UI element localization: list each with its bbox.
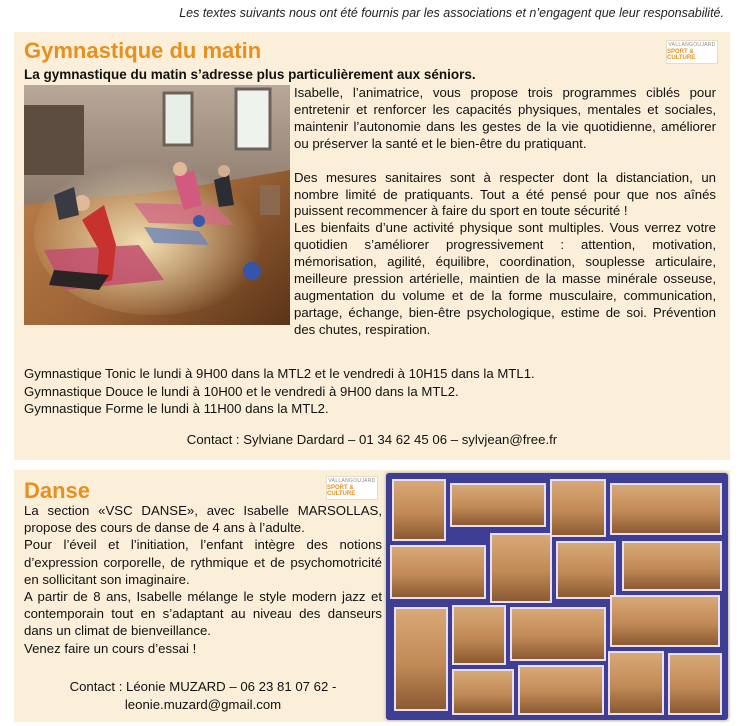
dance-photo xyxy=(518,665,604,715)
danse-paragraph-3: A partir de 8 ans, Isabelle mélange le style modern jazz et contemporain tout en s’adaptant au niveau des danseurs dans un climat de bienveillance. xyxy=(24,589,382,639)
club-logo xyxy=(326,476,378,500)
danse-contact-phone: Contact : Léonie MUZARD – 06 23 81 07 62 - xyxy=(69,679,337,694)
dance-photo xyxy=(622,541,722,591)
danse-contact xyxy=(24,678,382,714)
logo-line2: SPORT & CULTURE xyxy=(327,485,356,497)
danse-paragraph-4: Venez faire un cours d’essai ! xyxy=(24,640,197,656)
schedule-line: Gymnastique Tonic le lundi à 9H00 dans la MTL2 et le vendredi à 10H15 dans la MTL1. xyxy=(24,366,535,381)
gym-body xyxy=(24,85,716,339)
danse-title: Danse xyxy=(24,478,91,503)
dance-photo xyxy=(510,607,606,661)
disclaimer: Les textes suivants nous ont été fournis par les associations et n’engagent que leur responsabilité. xyxy=(179,6,724,20)
gym-title: Gymnastique du matin xyxy=(24,38,262,63)
gym-paragraph-2: Des mesures sanitaires sont à respecter dont la distanciation, un nombre limité de pratiquants. Tout a été pensé pour que nos aînés puissent recommencer à faire du sport en toute sécurité ! xyxy=(294,169,716,219)
logo-line1: VALLANGOUJARD xyxy=(668,42,716,48)
dance-photo xyxy=(490,533,552,603)
gym-schedule xyxy=(24,365,535,418)
schedule-line: Gymnastique Douce le lundi à 10H00 et le vendredi à 9H00 dans la MTL2. xyxy=(24,383,459,399)
logo-line2: SPORT & CULTURE xyxy=(667,49,696,61)
dance-photo xyxy=(450,483,546,527)
dance-photo xyxy=(610,483,722,535)
dance-photo xyxy=(608,651,664,715)
photo-spacer xyxy=(24,85,294,327)
dance-photo-collage xyxy=(386,473,728,720)
gym-paragraph-3: Les bienfaits d’une activité physique sont multiples. Vous verrez votre quotidien s’améliorer progressivement : attention, motivation, mémorisation, agilité, équilibre, coordination, souplesse articulaire, meilleure pression artérielle, maintien de la masse minérale osseuse, augmentation du volume et de la forme musculaire, communication, partage, échange, bien-être psychologique, estime de soi. Prévention des chutes, respiration. xyxy=(294,220,716,337)
dance-photo xyxy=(550,479,606,537)
gym-paragraph-1: Isabelle, l’animatrice, vous propose trois programmes ciblés pour entretenir et renforcer les capacités physiques, mentales et sociales, maintenir l’autonomie dans les gestes de la vie quotidienne, améliorer ou préserver la santé et le bien-être du pratiquant. xyxy=(294,85,716,151)
schedule-line: Gymnastique Forme le lundi à 11H00 dans la MTL2. xyxy=(24,401,329,416)
dance-photo xyxy=(610,595,720,647)
dance-photo xyxy=(452,669,514,715)
logo-line1: VALLANGOUJARD xyxy=(328,478,376,484)
dance-photo xyxy=(394,607,448,711)
dance-photo xyxy=(392,479,446,541)
dance-photo xyxy=(390,545,486,599)
danse-contact-email: leonie.muzard@gmail.com xyxy=(124,697,282,712)
danse-paragraph-2: Pour l’éveil et l’initiation, l’enfant intègre des notions d’expression corporelle, de rythmique et de psychomotricité en sollicitant son imaginaire. xyxy=(24,537,382,587)
gym-contact: Contact : Sylviane Dardard – 01 34 62 45 06 – sylvjean@free.fr xyxy=(186,432,558,447)
danse-section xyxy=(14,470,730,722)
danse-body xyxy=(24,502,382,657)
dance-photo xyxy=(668,653,722,715)
dance-photo xyxy=(452,605,506,665)
dance-photo xyxy=(556,541,616,599)
gym-section xyxy=(14,32,730,460)
danse-paragraph-1: La section «VSC DANSE», avec Isabelle MARSOLLAS, propose des cours de danse de 4 ans à l’adulte. xyxy=(24,503,382,536)
club-logo xyxy=(666,40,718,64)
gym-intro: La gymnastique du matin s’adresse plus particulièrement aux séniors. xyxy=(24,67,476,82)
